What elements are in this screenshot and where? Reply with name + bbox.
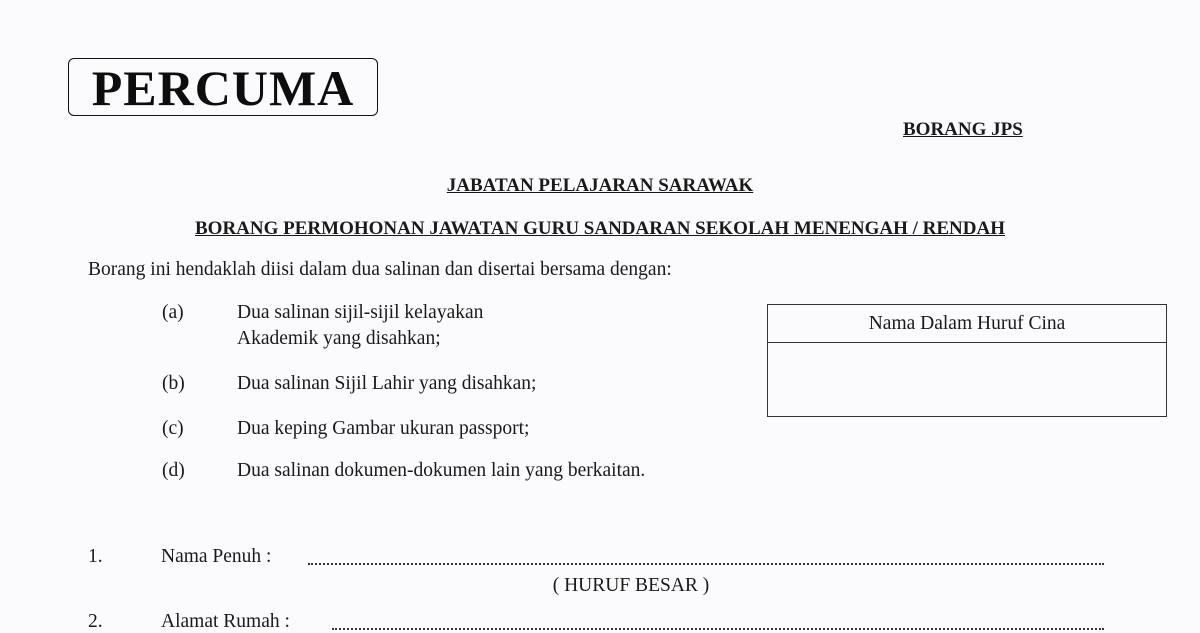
field-number: 1. bbox=[88, 546, 103, 567]
department-title: JABATAN PELAJARAN SARAWAK bbox=[446, 175, 754, 196]
chinese-name-header: Nama Dalam Huruf Cina bbox=[768, 305, 1166, 343]
form-code: BORANG JPS bbox=[903, 119, 1023, 140]
requirement-label: (b) bbox=[162, 373, 185, 394]
requirement-text: Dua salinan sijil-sijil kelayakan bbox=[237, 302, 484, 323]
field-number: 2. bbox=[88, 611, 103, 632]
requirement-label: (c) bbox=[162, 418, 184, 439]
chinese-name-box bbox=[767, 304, 1167, 417]
requirement-text: Dua keping Gambar ukuran passport; bbox=[237, 418, 530, 439]
requirement-text: Dua salinan Sijil Lahir yang disahkan; bbox=[237, 373, 537, 394]
field-label: Alamat Rumah : bbox=[161, 611, 290, 632]
form-title: BORANG PERMOHONAN JAWATAN GURU SANDARAN SEKOLAH MENENGAH / RENDAH bbox=[195, 218, 1005, 239]
requirement-text-line2: Akademik yang disahkan; bbox=[237, 328, 441, 349]
chinese-name-field[interactable] bbox=[768, 343, 1166, 417]
requirement-label: (d) bbox=[162, 460, 185, 481]
requirement-text: Dua salinan dokumen-dokumen lain yang berkaitan. bbox=[237, 460, 646, 481]
full-name-input[interactable] bbox=[308, 563, 1104, 565]
uppercase-note: ( HURUF BESAR ) bbox=[552, 575, 710, 596]
intro-text: Borang ini hendaklah diisi dalam dua salinan dan disertai bersama dengan: bbox=[88, 259, 672, 280]
free-stamp: PERCUMA bbox=[68, 58, 378, 116]
field-label: Nama Penuh : bbox=[161, 546, 272, 567]
requirement-label: (a) bbox=[162, 302, 184, 323]
